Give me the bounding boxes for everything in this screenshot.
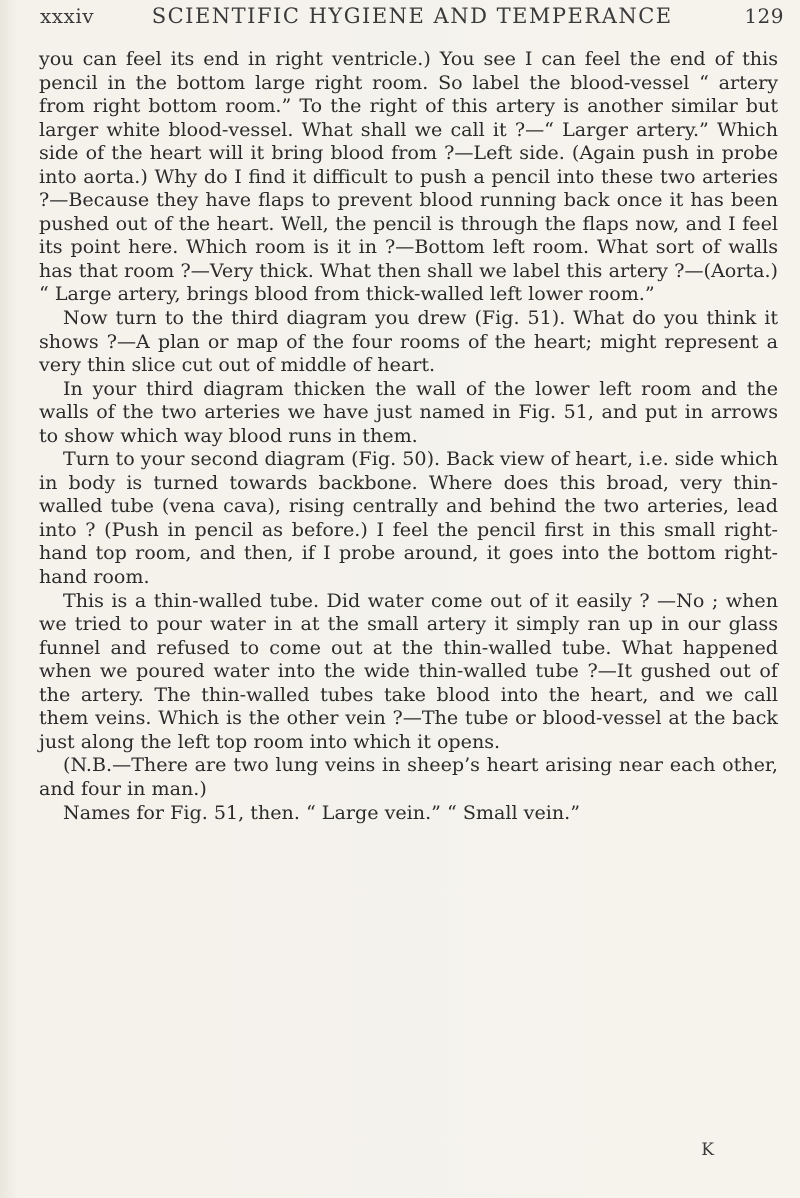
- page-number: 129: [744, 4, 784, 28]
- running-head: [40, 4, 784, 28]
- paragraph: (N.B.—There are two lung veins in sheep’s heart arising near each other, and four in man.): [39, 753, 778, 800]
- paragraph: Now turn to the third diagram you drew (Fig. 51). What do you think it shows ?—A plan or map of the four rooms of the heart; might represent a very thin slice cut out of middle of heart.: [39, 306, 778, 377]
- signature-roman-numeral: xxxiv: [40, 4, 95, 28]
- running-title: SCIENTIFIC HYGIENE AND TEMPERANCE: [151, 4, 673, 28]
- paragraph: you can feel its end in right ventricle.) You see I can feel the end of this pencil in the bottom large right room. So label the blood-vessel “ artery from right bottom room.” To the right of this artery is another similar but larger white blood-vessel. What shall we call it ?—“ Larger artery.” Which side of the heart will it bring blood from ?—Left side. (Again push in probe into aorta.) Why do I find it difficult to push a pencil into these two arteries ?—Because they have flaps to prevent blood running back once it has been pushed out of the heart. Well, the pencil is through the flaps now, and I feel its point here. Which room is it in ?—Bottom left room. What sort of walls has that room ?—Very thick. What then shall we label this artery ?—(Aorta.) “ Large artery, brings blood from thick-walled left lower room.”: [39, 47, 778, 306]
- signature-mark: K: [701, 1140, 714, 1160]
- paragraph: This is a thin-walled tube. Did water come out of it easily ? —No ; when we tried to pour water in at the small artery it simply ran up in our glass funnel and refused to come out at the thin-walled tube. What happened when we poured water into the wide thin-walled tube ?—It gushed out of the artery. The thin-walled tubes take blood into the heart, and we call them veins. Which is the other vein ?—The tube or blood-vessel at the back just along the left top room into which it opens.: [39, 588, 778, 753]
- paragraph: Names for Fig. 51, then. “ Large vein.” “ Small vein.”: [63, 800, 580, 824]
- paragraph: Turn to your second diagram (Fig. 50). Back view of heart, i.e. side which in body is turned towards backbone. Where does this broad, very thin-walled tube (vena cava), rising centrally and behind the two arteries, lead into ? (Push in pencil as before.) I feel the pencil first in this small right-hand top room, and then, if I probe around, it goes into the bottom right-hand room.: [39, 447, 778, 589]
- body-text: [39, 47, 778, 824]
- paragraph: In your third diagram thicken the wall of the lower left room and the walls of the two arteries we have just named in Fig. 51, and put in arrows to show which way blood runs in them.: [39, 376, 778, 447]
